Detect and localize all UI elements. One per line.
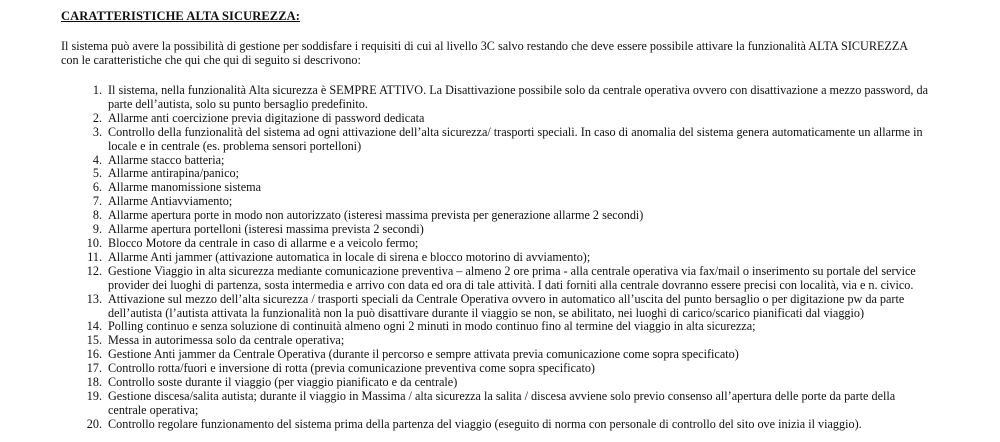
list-item xyxy=(0,209,1000,223)
list-item-line: Allarme stacco batteria; xyxy=(108,152,225,167)
list-item-text xyxy=(108,126,928,154)
list-item-number: 13. xyxy=(86,291,102,306)
list-item-line: parte dell’autista, solo su punto bersaglio predefinito. xyxy=(108,96,368,111)
list-item-number: 4. xyxy=(92,152,102,167)
list-item xyxy=(0,251,1000,265)
list-item-text xyxy=(108,181,928,195)
list-item-number: 17. xyxy=(86,361,102,376)
list-item-number: 9. xyxy=(92,222,102,237)
list-item-text xyxy=(108,265,928,293)
list-item xyxy=(0,362,1000,376)
list-item-line: Allarme apertura portelloni (isteresi massima prevista 2 secondi) xyxy=(108,222,424,237)
list-item-text xyxy=(108,418,928,432)
requirements-list xyxy=(0,84,1000,432)
list-item xyxy=(0,348,1000,362)
list-item-number: 7. xyxy=(92,194,102,209)
list-item xyxy=(0,181,1000,195)
list-item-text xyxy=(108,390,928,418)
list-item-number: 19. xyxy=(86,388,102,403)
list-item-line: locale e in centrale (es. problema sensori portelloni) xyxy=(108,138,362,153)
list-item-line: Polling continuo e senza soluzione di continuità almeno ogni 2 minuti in modo continuo fino al termine del viaggio in alta sicurezza; xyxy=(108,319,756,334)
list-item-line: Allarme manomissione sistema xyxy=(108,180,261,195)
list-item xyxy=(0,223,1000,237)
list-item xyxy=(0,320,1000,334)
list-item xyxy=(0,237,1000,251)
list-item xyxy=(0,154,1000,168)
list-item-number: 2. xyxy=(92,110,102,125)
list-item-number: 18. xyxy=(86,375,102,390)
list-item-text xyxy=(108,223,928,237)
list-item xyxy=(0,265,1000,293)
intro-paragraph xyxy=(61,40,961,68)
list-item xyxy=(0,376,1000,390)
list-item-line: Gestione Viaggio in alta sicurezza mediante comunicazione preventiva – almeno 2 ore prima - alla centrale operativa via fax/mail o inserimento su portale del service xyxy=(108,263,916,278)
list-item-number: 15. xyxy=(86,333,102,348)
list-item-text xyxy=(108,334,928,348)
list-item-text xyxy=(108,362,928,376)
list-item-text xyxy=(108,348,928,362)
list-item xyxy=(0,84,1000,112)
list-item xyxy=(0,293,1000,321)
list-item-line: Attivazione sul mezzo dell’alta sicurezza / trasporti speciali da Centrale Operativa ovvero in automatico all’uscita del punto bersaglio o per digitazione pw da parte xyxy=(108,291,905,306)
list-item-number: 1. xyxy=(92,83,102,97)
list-item-number: 5. xyxy=(92,166,102,181)
list-item-line: centrale operativa; xyxy=(108,402,199,417)
list-item xyxy=(0,334,1000,348)
list-item xyxy=(0,126,1000,154)
list-item-line: Blocco Motore da centrale in caso di allarme e a veicolo fermo; xyxy=(108,235,419,250)
list-item-line: Controllo della funzionalità del sistema ad ogni attivazione dell’alta sicurezza/ trasporti speciali. In caso di anomalia del sistema genera automaticamente un allarme in xyxy=(108,124,923,139)
list-item-line: Allarme Antiavviamento; xyxy=(108,194,233,209)
list-item xyxy=(0,195,1000,209)
list-item-line: provider dei luoghi di partenza, sosta intermedia e arrivo con data ed ora di tale attività. I dati forniti alla centrale dovranno essere precisi con località, via e n. civico. xyxy=(108,277,914,292)
list-item-text xyxy=(108,167,928,181)
list-item-line: Allarme anti coercizione previa digitazione di password dedicata xyxy=(108,110,425,125)
list-item xyxy=(0,167,1000,181)
list-item-text xyxy=(108,320,928,334)
list-item-number: 10. xyxy=(86,235,102,250)
list-item-line: Gestione discesa/salita autista; durante il viaggio in Massima / alta sicurezza la salita / discesa avviene solo previo consenso all’apertura delle porte da parte della xyxy=(108,388,896,403)
list-item-number: 11. xyxy=(87,249,102,264)
list-item-number: 12. xyxy=(86,263,102,278)
list-item-line: dell’autista (l’autista attivata la funzionalità non la può disattivare durante il viaggio se non, se abilitato, nei luoghi di carico/scarico pianificati dal viaggio) xyxy=(108,305,865,320)
list-item-line: Gestione Anti jammer da Centrale Operativa (durante il percorso e sempre attivata previa comunicazione come sopra specificato) xyxy=(108,347,739,362)
list-item-text xyxy=(108,209,928,223)
list-item-text xyxy=(108,195,928,209)
list-item-line: Allarme antirapina/panico; xyxy=(108,166,239,181)
list-item-line: Allarme apertura porte in modo non autorizzato (isteresi massima prevista per generazione allarme 2 secondi) xyxy=(108,208,644,223)
list-item xyxy=(0,390,1000,418)
list-item-line: Messa in autorimessa solo da centrale operativa; xyxy=(108,333,345,348)
intro-line: Il sistema può avere la possibilità di gestione per soddisfare i requisiti di cui al livello 3C salvo restando che deve essere possibile attivare la funzionalità ALTA SICUREZZA xyxy=(61,39,909,53)
list-item-line: Controllo soste durante il viaggio (per viaggio pianificato e da centrale) xyxy=(108,375,458,390)
section-title: CARATTERISTICHE ALTA SICUREZZA: xyxy=(61,9,301,23)
list-item-number: 20. xyxy=(86,416,102,431)
list-item-line: Controllo regolare funzionamento del sistema prima della partenza del viaggio (eseguito di norma con personale di controllo del sito ove inizia il viaggio). xyxy=(108,416,862,431)
list-item-number: 16. xyxy=(86,347,102,362)
list-item-line: Allarme Anti jammer (attivazione automatica in locale di sirena e blocco motorino di avviamento); xyxy=(108,249,591,264)
list-item-number: 6. xyxy=(92,180,102,195)
list-item-text xyxy=(108,251,928,265)
list-item-number: 8. xyxy=(92,208,102,223)
intro-line: con le caratteristiche che qui che qui di seguito si descrivono: xyxy=(61,52,361,67)
list-item-line: Il sistema, nella funzionalità Alta sicurezza è SEMPRE ATTIVO. La Disattivazione possibile solo da centrale operativa ovvero con disattivazione a mezzo password, da xyxy=(108,83,929,97)
list-item-text xyxy=(108,237,928,251)
list-item-number: 3. xyxy=(92,124,102,139)
list-item-number: 14. xyxy=(86,319,102,334)
list-item-text xyxy=(108,112,928,126)
list-item-text xyxy=(108,154,928,168)
list-item-line: Controllo rotta/fuori e inversione di rotta (previa comunicazione preventiva come sopra specificato) xyxy=(108,361,595,376)
list-item-text xyxy=(108,376,928,390)
list-item xyxy=(0,418,1000,432)
list-item xyxy=(0,112,1000,126)
list-item-text xyxy=(108,293,928,321)
list-item-text xyxy=(108,84,928,112)
